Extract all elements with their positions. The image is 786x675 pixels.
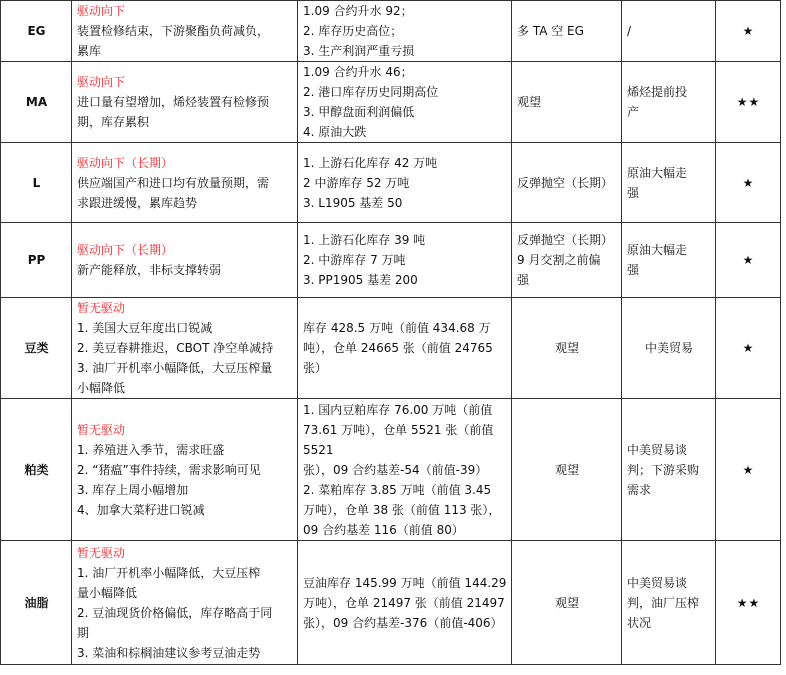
logic-line: 3. 菜油和棕榈油建议参考豆油走势	[77, 645, 261, 660]
data-line: 3. 甲醇盘面利润偏低	[303, 105, 415, 119]
driver-label: 暂无驱动	[77, 422, 126, 437]
risk-cell	[622, 62, 716, 143]
driver-label: 驱动向下（长期）	[77, 243, 174, 257]
data-cell	[298, 223, 512, 298]
risk-cell	[622, 143, 716, 223]
data-line: 3. PP1905 基差 200	[303, 273, 418, 287]
logic-cell	[72, 143, 298, 223]
data-line: 豆油库存 145.99 万吨（前值 144.29	[303, 575, 507, 590]
risk-cell	[622, 541, 716, 665]
logic-line: 1. 美国大豆年度出口锐减	[77, 321, 213, 335]
strategy-cell	[512, 223, 622, 298]
data-line: 4. 原油大跌	[303, 125, 367, 139]
logic-cell	[72, 1, 298, 62]
data-line: 万吨），仓单 21497 张（前值 21497	[303, 595, 505, 610]
data-line: 万吨），仓单 38 张（前值 113 张），	[303, 502, 501, 517]
driver-label: 驱动向下（长期）	[77, 155, 174, 170]
data-line: 1. 上游石化库存 39 吨	[303, 233, 426, 247]
logic-line: 供应端国产和进口均有放量预期，需	[77, 175, 270, 190]
risk-cell	[622, 1, 716, 62]
data-line: 2. 中游库存 7 万吨	[303, 253, 406, 267]
data-cell	[298, 1, 512, 62]
table-row	[1, 399, 781, 541]
strategy-line: 强	[517, 273, 530, 287]
risk-line: 原油大幅走	[627, 165, 688, 180]
logic-line: 1. 油厂开机率小幅降低，大豆压榨	[77, 565, 261, 580]
risk-line: 需求	[627, 482, 652, 497]
risk-line: 强	[627, 185, 640, 200]
logic-cell	[72, 399, 298, 541]
data-cell	[298, 298, 512, 399]
data-cell	[298, 541, 512, 665]
risk-line: 中美贸易	[644, 341, 693, 355]
strategy-line: 观望	[554, 341, 579, 355]
table-row	[1, 541, 781, 665]
strategy-line: 多 TA 空 EG	[517, 24, 584, 38]
data-line: 库存 428.5 万吨（前值 434.68 万	[303, 321, 491, 335]
data-line: 5521	[303, 442, 334, 457]
risk-line: 状况	[627, 615, 652, 630]
rating-stars: ★	[716, 143, 781, 223]
data-line: 3. 生产利润严重亏损	[303, 44, 415, 58]
risk-line: 中美贸易谈	[627, 575, 688, 590]
table-row	[1, 1, 781, 62]
data-line: 2. 港口库存历史同期高位	[303, 85, 439, 99]
strategy-line: 反弹抛空（长期）	[517, 175, 614, 190]
logic-line: 4、加拿大菜籽进口锐减	[77, 502, 205, 517]
logic-line: 3. 油厂开机率小幅降低，大豆压榨量	[77, 361, 273, 375]
risk-cell	[622, 223, 716, 298]
logic-line: 1. 养殖进入季节，需求旺盛	[77, 442, 225, 457]
logic-line: 2. 美豆春耕推迟，CBOT 净空单减持	[77, 341, 274, 355]
logic-line: 装置检修结束，下游聚酯负荷减负，	[77, 24, 270, 38]
risk-line: 判，油厂压榨	[627, 595, 700, 610]
logic-line: 期，库存累积	[77, 115, 150, 129]
driver-label: 驱动向下	[77, 75, 126, 89]
risk-line: /	[627, 24, 632, 38]
logic-cell	[72, 62, 298, 143]
table-row	[1, 143, 781, 223]
logic-line: 求跟进缓慢，累库趋势	[77, 195, 198, 210]
data-line: 1.09 合约升水 46；	[303, 65, 413, 79]
logic-line: 3. 库存上周小幅增加	[77, 482, 189, 497]
driver-label: 暂无驱动	[77, 545, 126, 560]
rating-stars: ★★	[716, 541, 781, 665]
table-row	[1, 62, 781, 143]
logic-line: 2. “猪瘟”事件持续，需求影响可见	[77, 462, 261, 477]
logic-cell	[72, 223, 298, 298]
strategy-cell	[512, 62, 622, 143]
commodity-name-cell: 油脂	[1, 541, 72, 665]
strategy-line: 反弹抛空（长期）	[517, 233, 614, 247]
data-line: 2 中游库存 52 万吨	[303, 175, 410, 190]
data-line: 2. 库存历史高位；	[303, 24, 403, 38]
driver-label: 暂无驱动	[77, 301, 126, 315]
logic-line: 累库	[77, 44, 102, 58]
data-line: 2. 菜粕库存 3.85 万吨（前值 3.45	[303, 482, 492, 497]
risk-line: 中美贸易谈	[627, 442, 688, 457]
logic-line: 新产能释放，非标支撑转弱	[77, 263, 222, 277]
data-line: 73.61 万吨），仓单 5521 张（前值	[303, 422, 494, 437]
data-line: 1. 国内豆粕库存 76.00 万吨（前值	[303, 402, 493, 417]
strategy-line: 观望	[554, 595, 579, 610]
rating-stars: ★	[716, 223, 781, 298]
strategy-line: 观望	[517, 95, 542, 109]
strategy-cell	[512, 541, 622, 665]
logic-line: 量小幅降低	[77, 585, 138, 600]
strategy-line: 9 月交割之前偏	[517, 253, 601, 267]
risk-line: 强	[627, 263, 640, 277]
data-line: 吨），仓单 24665 张（前值 24765	[303, 341, 493, 355]
commodity-name-cell: PP	[1, 223, 72, 298]
logic-line: 小幅降低	[77, 381, 126, 395]
strategy-cell	[512, 143, 622, 223]
data-line: 张），09 合约基差-376（前值-406）	[303, 615, 503, 630]
risk-cell	[622, 298, 716, 399]
data-line: 09 合约基差 116（前值 80）	[303, 522, 464, 537]
data-cell	[298, 399, 512, 541]
risk-line: 产	[627, 105, 640, 119]
risk-line: 烯烃提前投	[627, 85, 688, 99]
logic-cell	[72, 541, 298, 665]
rating-stars: ★	[716, 298, 781, 399]
data-line: 3. L1905 基差 50	[303, 195, 403, 210]
logic-line: 2. 豆油现货价格偏低，库存略高于同	[77, 605, 273, 620]
commodity-name-cell: MA	[1, 62, 72, 143]
driver-label: 驱动向下	[77, 4, 126, 18]
strategy-cell	[512, 399, 622, 541]
data-line: 张）	[303, 361, 328, 375]
table-row	[1, 223, 781, 298]
data-line: 1.09 合约升水 92；	[303, 4, 413, 18]
rating-stars: ★	[716, 399, 781, 541]
logic-line: 期	[77, 625, 90, 640]
rating-stars: ★	[716, 1, 781, 62]
data-cell	[298, 62, 512, 143]
data-cell	[298, 143, 512, 223]
table-row	[1, 298, 781, 399]
data-line: 1. 上游石化库存 42 万吨	[303, 155, 438, 170]
risk-line: 原油大幅走	[627, 243, 688, 257]
rating-stars: ★★	[716, 62, 781, 143]
commodity-name-cell: EG	[1, 1, 72, 62]
strategy-line: 观望	[554, 462, 579, 477]
risk-line: 判；下游采购	[627, 462, 700, 477]
risk-cell	[622, 399, 716, 541]
commodity-name-cell: 豆类	[1, 298, 72, 399]
commodity-name-cell: L	[1, 143, 72, 223]
strategy-cell	[512, 1, 622, 62]
strategy-cell	[512, 298, 622, 399]
data-line: 张），09 合约基差-54（前值-39）	[303, 462, 488, 477]
logic-cell	[72, 298, 298, 399]
logic-line: 进口量有望增加，烯烃装置有检修预	[77, 95, 270, 109]
commodity-name-cell: 粕类	[1, 399, 72, 541]
